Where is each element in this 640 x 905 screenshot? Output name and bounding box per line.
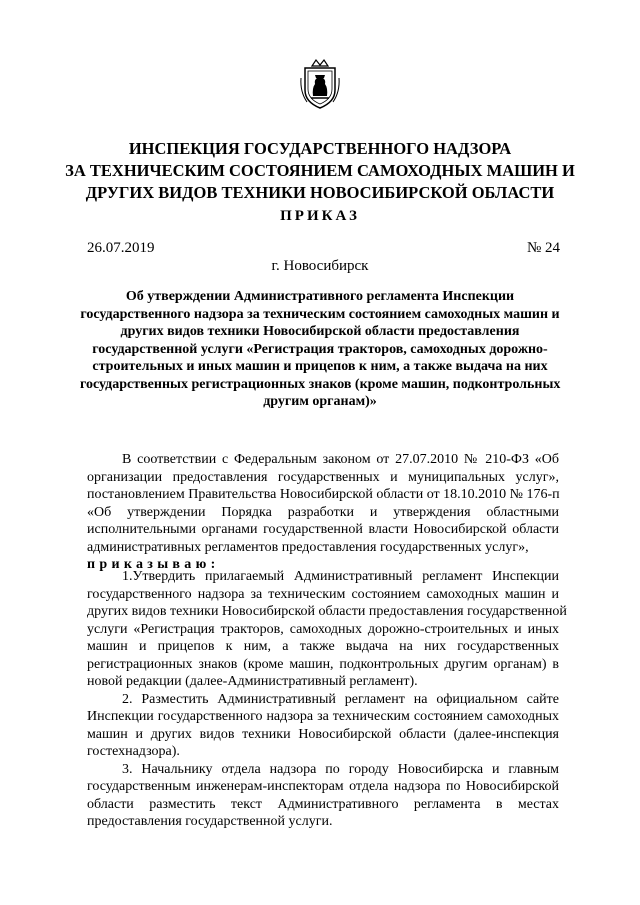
preamble-line: постановлением Правительства Новосибирской области от 18.10.2010 № 176-п xyxy=(87,487,560,502)
item-2-line: 2. Разместить Административный регламент на официальном сайте xyxy=(122,691,559,707)
title-line: государственных регистрационных знаков (кроме машин, подконтрольных xyxy=(80,376,561,392)
document-city: г. Новосибирск xyxy=(271,258,369,274)
item-3-line: 3. Начальнику отдела надзора по городу Новосибирска и главным xyxy=(122,761,559,777)
preamble xyxy=(87,451,559,574)
title-line: другим органам)» xyxy=(263,394,377,409)
title-line: государственной услуги «Регистрация тракторов, самоходных дорожно- xyxy=(92,341,548,357)
item-2-line: гостехнадзора). xyxy=(87,744,180,759)
item-1-line: новой редакции (далее-Административный регламент). xyxy=(87,674,418,689)
preamble-line: административных регламентов предоставления государственных услуг», xyxy=(87,539,529,555)
document-number: № 24 xyxy=(526,240,560,256)
title-line: Об утверждении Административного регламента Инспекции xyxy=(125,289,515,304)
item-1-line: 1.Утвердить прилагаемый Административный регламент Инспекции xyxy=(122,569,559,584)
item-1-line: машин и прицепов к ним, а также выдача на них государственных xyxy=(87,639,559,654)
item-3-line: области разместить текст Административного регламента в местах xyxy=(87,796,559,812)
item-2-line: Инспекции государственного надзора за техническим состоянием самоходных xyxy=(87,709,559,724)
document-date: 26.07.2019 xyxy=(87,240,155,256)
agency-name-line: ЗА ТЕХНИЧЕСКИМ СОСТОЯНИЕМ САМОХОДНЫХ МАШИН И xyxy=(65,161,575,180)
document-title xyxy=(80,288,560,411)
agency-name xyxy=(60,138,580,204)
preamble-line: исполнительными органами государственной власти Новосибирской области xyxy=(87,522,559,537)
coat-of-arms-icon xyxy=(299,58,341,110)
item-2-line: машин и других видов техники Новосибирской области (далее-инспекция xyxy=(87,726,559,742)
item-1-line: других видов техники Новосибирской области предоставления государственной xyxy=(87,604,567,619)
agency-name-line: ДРУГИХ ВИДОВ ТЕХНИКИ НОВОСИБИРСКОЙ ОБЛАСТИ xyxy=(85,183,555,202)
item-1-line: государственного надзора за техническим состоянием самоходных машин и xyxy=(87,586,559,602)
title-line: государственного надзора за техническим состоянием самоходных машин и xyxy=(80,306,560,322)
title-line: других видов техники Новосибирской области предоставления xyxy=(120,324,520,339)
order-items xyxy=(87,568,567,831)
title-line: строительных и иных машин и прицепов к ним, а также выдача на них xyxy=(92,359,548,374)
item-3-line: предоставления государственной услуги. xyxy=(87,814,333,829)
order-word: приказываю: xyxy=(87,557,220,572)
document-type: ПРИКАЗ xyxy=(280,208,360,224)
item-1-line: услуги «Регистрация тракторов, самоходных дорожно-строительных и иных xyxy=(87,621,559,637)
preamble-line: организации предоставления государственных и муниципальных услуг», xyxy=(87,469,559,485)
preamble-line: В соответствии с Федеральным законом от 27.07.2010 № 210-ФЗ «Об xyxy=(122,452,559,467)
item-3-line: государственным инженерам-инспекторам отдела надзора по Новосибирской xyxy=(87,779,559,794)
item-1-line: регистрационных знаков (кроме машин, подконтрольных другим органам) в xyxy=(87,656,559,672)
preamble-line: «Об утверждении Порядка разработки и утверждения областными xyxy=(87,504,559,520)
agency-name-line: ИНСПЕКЦИЯ ГОСУДАРСТВЕННОГО НАДЗОРА xyxy=(128,139,512,158)
